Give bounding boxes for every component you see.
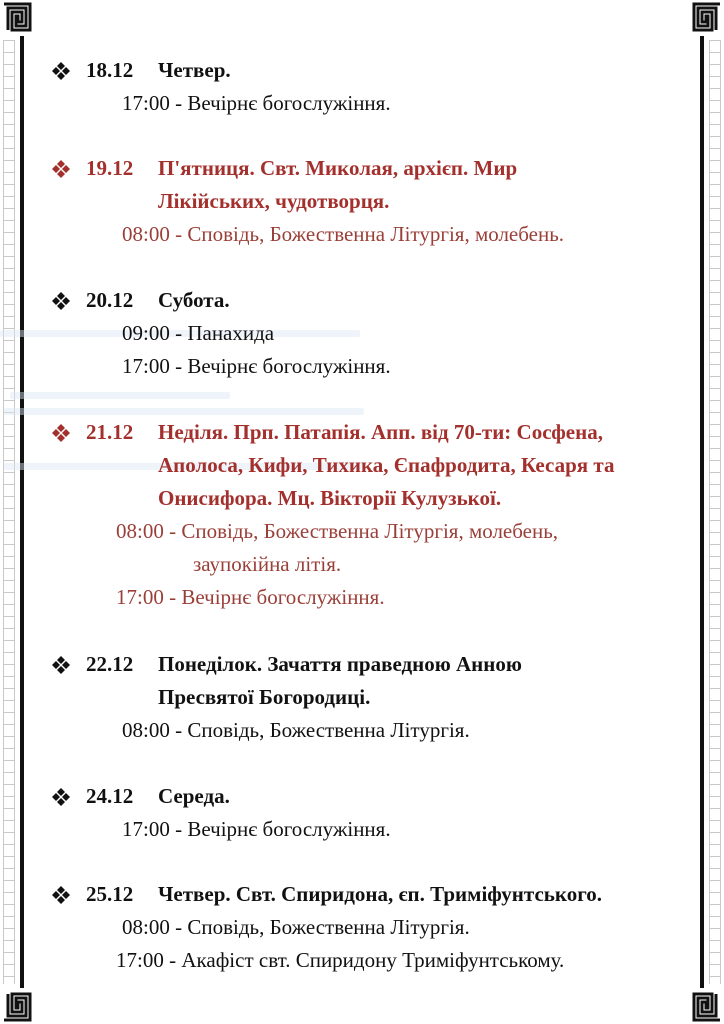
entry-title-line: Лікійських, чудотворця.: [158, 189, 390, 213]
service-line: заупокійна літія.: [193, 552, 342, 576]
corner-bottom-right-icon: [684, 984, 724, 1024]
entry-title-line: Онисифора. Мц. Вікторії Кулузької.: [158, 486, 502, 510]
entry-heading: [52, 284, 684, 317]
schedule-entry: [52, 284, 684, 383]
entry-date: 24.12: [86, 784, 134, 808]
show-through-mark: [10, 392, 230, 399]
entry-title-line: Четвер.: [158, 58, 231, 82]
entry-heading: [52, 54, 684, 87]
entry-heading: [52, 416, 684, 515]
entry-heading: [52, 780, 684, 813]
service-line: 17:00 - Акафіст свт. Спиридону Триміфунтському.: [116, 948, 565, 972]
service-line: 08:00 - Сповідь, Божественна Літургія, молебень.: [122, 222, 565, 246]
entry-heading: [52, 152, 684, 218]
four-diamond-bullet-icon: [52, 160, 70, 178]
entry-title-line: Аполоса, Кифи, Тихика, Єпафродита, Кесаря та: [158, 453, 615, 477]
entry-title-line: П'ятниця. Свт. Миколая, архієп. Мир: [158, 156, 518, 180]
service-line: 08:00 - Сповідь, Божественна Літургія.: [122, 718, 470, 742]
service-line: 17:00 - Вечірнє богослужіння.: [122, 354, 391, 378]
service-line: 17:00 - Вечірнє богослужіння.: [122, 91, 391, 115]
schedule-entry: [52, 54, 684, 120]
entry-title-line: Понеділок. Зачаття праведною Анною: [158, 652, 522, 676]
service-line: 17:00 - Вечірнє богослужіння.: [116, 585, 385, 609]
entry-date: 22.12: [86, 652, 134, 676]
service-line: 08:00 - Сповідь, Божественна Літургія, молебень,: [116, 519, 559, 543]
entry-title-line: Пресвятої Богородиці.: [158, 685, 371, 709]
corner-bottom-left-icon: [0, 984, 40, 1024]
four-diamond-bullet-icon: [52, 886, 70, 904]
entry-title-line: Середа.: [158, 784, 230, 808]
corner-top-left-icon: [0, 0, 40, 40]
schedule-entry: [52, 648, 684, 747]
schedule-entry: [52, 152, 684, 251]
schedule-entry: [52, 878, 684, 977]
entry-title-line: Субота.: [158, 288, 230, 312]
service-line: 17:00 - Вечірнє богослужіння.: [122, 817, 391, 841]
entry-date: 18.12: [86, 58, 134, 82]
entry-title-line: Неділя. Прп. Патапія. Апп. від 70-ти: Сосфена,: [158, 420, 603, 444]
right-border: [690, 0, 724, 1024]
entry-date: 20.12: [86, 288, 134, 312]
show-through-mark: [4, 408, 364, 415]
right-border-ladder: [709, 40, 721, 984]
four-diamond-bullet-icon: [52, 62, 70, 80]
left-border-bar: [20, 36, 24, 988]
four-diamond-bullet-icon: [52, 424, 70, 442]
entry-heading: [52, 878, 684, 911]
entry-title-line: Четвер. Свт. Спиридона, єп. Триміфунтського.: [158, 882, 602, 906]
service-line: 08:00 - Сповідь, Божественна Літургія.: [122, 915, 470, 939]
schedule-entry: [52, 780, 684, 846]
left-border-ladder: [3, 40, 15, 984]
entry-heading: [52, 648, 684, 714]
four-diamond-bullet-icon: [52, 656, 70, 674]
entry-date: 25.12: [86, 882, 134, 906]
service-line: 09:00 - Панахида: [122, 321, 275, 345]
corner-top-right-icon: [684, 0, 724, 40]
four-diamond-bullet-icon: [52, 292, 70, 310]
four-diamond-bullet-icon: [52, 788, 70, 806]
left-border: [0, 0, 34, 1024]
right-border-bar: [700, 36, 704, 988]
entry-date: 21.12: [86, 420, 134, 444]
entry-date: 19.12: [86, 156, 134, 180]
schedule-entry: [52, 416, 684, 614]
